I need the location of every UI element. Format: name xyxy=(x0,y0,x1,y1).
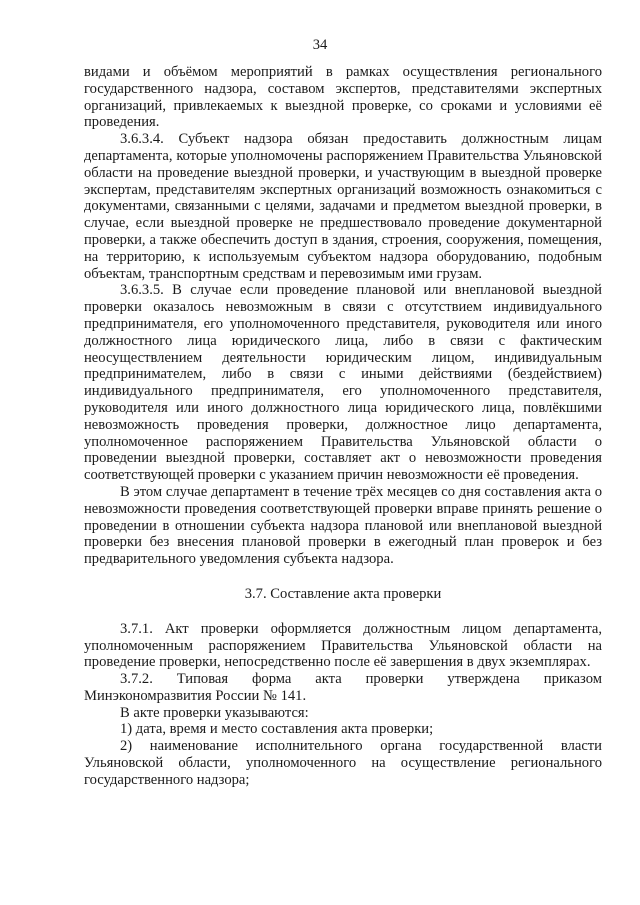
paragraph-3-6-3-4: 3.6.3.4. Субъект надзора обязан предоставить должностным лицам департамента, которые уполномочены распоряжением Правительства Ульяновской области на проведение выездной проверки, и участвующим в выездной проверке экспертам, представителям экспертных организаций возможность ознакомиться с документами, связанными с целями, задачами и предметом выездной проверки, в случае, если выездной проверке не предшествовало проведение документарной проверки, а также обеспечить доступ в здания, строения, сооружения, помещения, на территорию, к используемым субъектом надзора оборудованию, подобным объектам, транспортным средствам и перевозимым ими грузам. xyxy=(84,131,602,282)
paragraph-continuation: видами и объёмом мероприятий в рамках осуществления регионального государственного надзора, составом экспертов, представителями экспертных организаций, привлекаемых к выездной проверке, со сроками и условиями её проведения. xyxy=(84,64,602,131)
paragraph-3-7-2: 3.7.2. Типовая форма акта проверки утверждена приказом Минэкономразвития России № 141. xyxy=(84,671,602,704)
paragraph-act-contents: В акте проверки указываются: xyxy=(120,704,309,721)
paragraph-three-months: В этом случае департамент в течение трёх месяцев со дня составления акта о невозможности проведения соответствующей проверки вправе принять решение о проведении в отношении субъекта надзора плановой или внеплановой выездной проверки без внесения плановой проверки в ежегодный план проверок и без предварительного уведомления субъекта надзора. xyxy=(84,483,602,568)
paragraph-3-7-1: 3.7.1. Акт проверки оформляется должностным лицом департамента, уполномоченным распоряжением Правительства Ульяновской области на проведение проверки, непосредственно после её завершения в двух экземплярах. xyxy=(84,620,602,671)
page-number: 34 xyxy=(312,37,328,53)
section-title: 3.7. Составление акта проверки xyxy=(244,585,442,602)
list-item-2: 2) наименование исполнительного органа государственной власти Ульяновской области, уполномоченного на осуществление регионального государственного надзора; xyxy=(84,738,602,788)
list-item-1: 1) дата, время и место составления акта проверки; xyxy=(120,721,434,738)
document-body xyxy=(84,64,602,789)
paragraph-3-6-3-5: 3.6.3.5. В случае если проведение плановой или внеплановой выездной проверки оказалось невозможным в связи с отсутствием индивидуального предпринимателя, его уполномоченного представителя, руководителя или иного должностного лица юридического лица, либо в связи с фактическим неосуществлением деятельности юридическим лицом, индивидуальным предпринимателем, либо в связи с иными действиями (бездействием) индивидуального предпринимателя, его уполномоченного представителя, руководителя или иного должностного лица юридического лица, повлёкшими невозможность проведения проверки, должностное лицо департамента, уполномоченное распоряжением Правительства Ульяновской области о проведении выездной проверки, составляет акт о невозможности проведения соответствующей проверки с указанием причин невозможности её проведения. xyxy=(84,282,602,484)
